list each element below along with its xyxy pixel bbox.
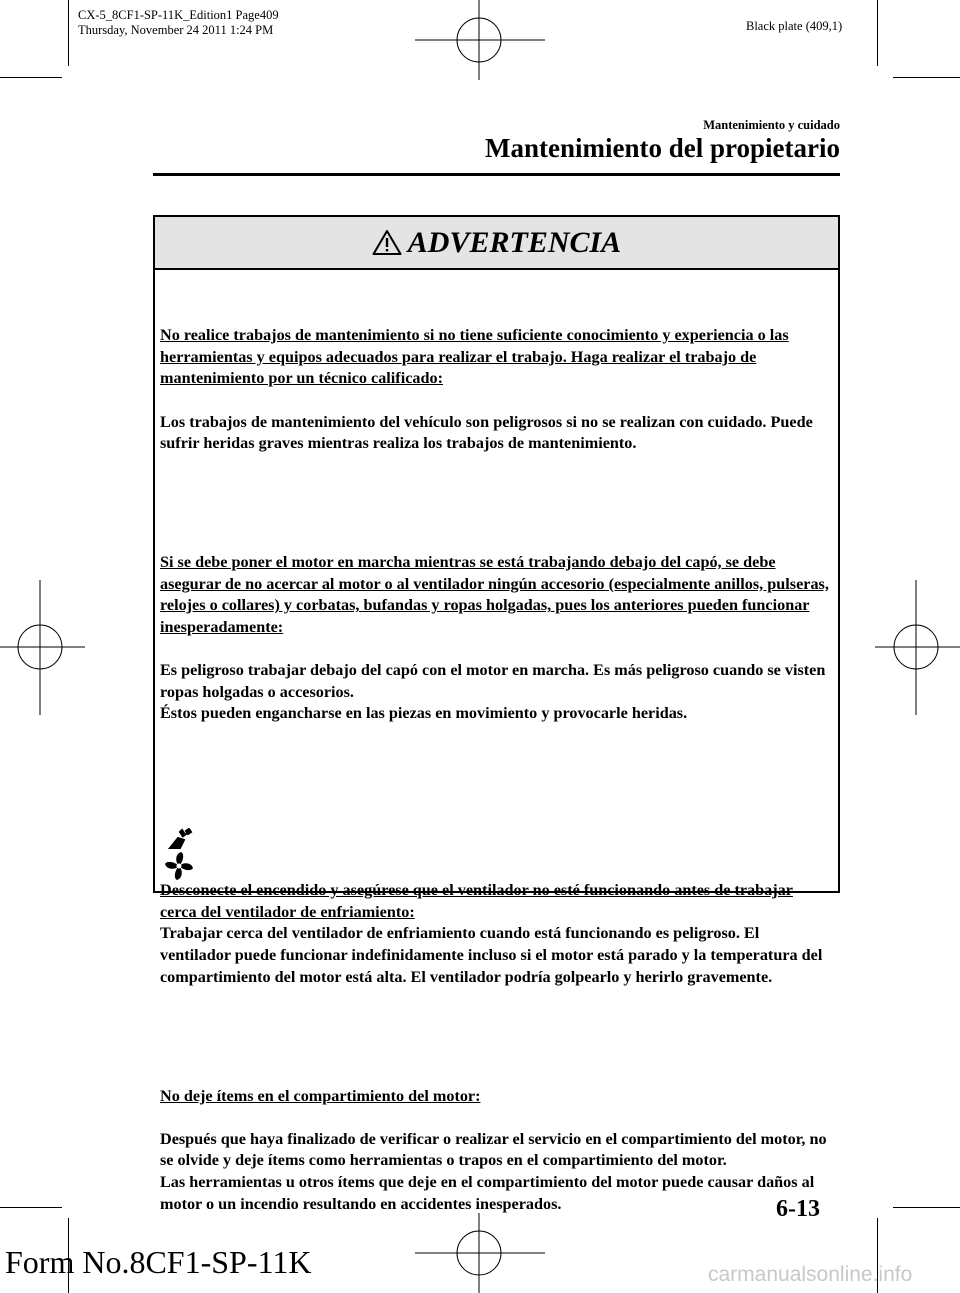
watermark: carmanualsonline.info [708,1263,913,1286]
plate-label: Black plate (409,1) [746,19,843,33]
warning-text: Es peligroso trabajar debajo del capó con el motor en marcha. Es más peligroso cuando se visten ropas holgadas o accesorios. Éstos pueden engancharse en las piezas en movimiento y provocarle heridas. [160,661,826,723]
warning-header [155,217,838,270]
page-number: 6-13 [776,1196,820,1222]
warning-heading: No deje ítems en el compartimiento del motor: [160,1086,481,1105]
fan-hand-warning-icon [160,828,200,880]
warning-heading: Si se debe poner el motor en marcha mientras se está trabajando debajo del capó, se debe asegurar de no acercar al motor o al ventilador ningún accesorio (especialmente anillos, pulseras, relojes o collares) y corbatas, bufandas y ropas holgadas, pues los anteriores pueden funcionar inesperadamente: [160,553,829,636]
warning-block [160,1064,833,1237]
header-rule [153,173,840,176]
registration-mark-top [415,0,545,80]
warning-body [155,270,838,1258]
warning-block [160,531,833,747]
warning-text: Después que haya finalizado de verificar o realizar el servicio en el compartimiento del motor, no se olvide y deje ítems como herramientas o trapos en el compartimiento del motor. Las herramientas u otros ítems que deje en el compartimiento del motor puede causar daños al motor o un incendio resultando en accidentes inesperados. [160,1129,827,1213]
warning-text: Los trabajos de mantenimiento del vehículo son peligrosos si no se realizan con cuidado. Puede sufrir heridas graves mientras realiza los trabajos de mantenimiento. [160,412,813,453]
page-title: Mantenimiento del propietario [485,133,840,163]
form-number: Form No.8CF1-SP-11K [5,1244,312,1280]
warning-heading: Desconecte el encendido y asegúrese que el ventilador no esté funcionando antes de trabajar cerca del ventilador de enfriamiento: [160,881,793,921]
warning-block [160,807,833,1010]
print-meta-line1: CX-5_8CF1-SP-11K_Edition1 Page409 [78,8,279,22]
warning-triangle-icon [372,229,402,256]
registration-mark-right [875,580,960,715]
warning-heading: No realice trabajos de mantenimiento si no tiene suficiente conocimiento y experiencia o las herramientas y equipos adecuados para realizar el trabajo. Haga realizar el trabajo de mantenimiento por un técnico calificado: [160,326,789,388]
registration-mark-left [0,580,85,715]
print-metadata [78,8,279,38]
warning-block [160,304,833,477]
warning-text: Trabajar cerca del ventilador de enfriamiento cuando está funcionando es peligroso. El ventilador puede funcionar indefinidamente incluso si el motor está parado y la temperatura del compartimiento del motor está alta. El ventilador podría golpearlo y herirlo gravemente. [160,924,823,986]
warning-title: ADVERTENCIA [407,225,622,259]
section-label: Mantenimiento y cuidado [703,118,840,132]
print-meta-line2: Thursday, November 24 2011 1:24 PM [78,23,274,37]
